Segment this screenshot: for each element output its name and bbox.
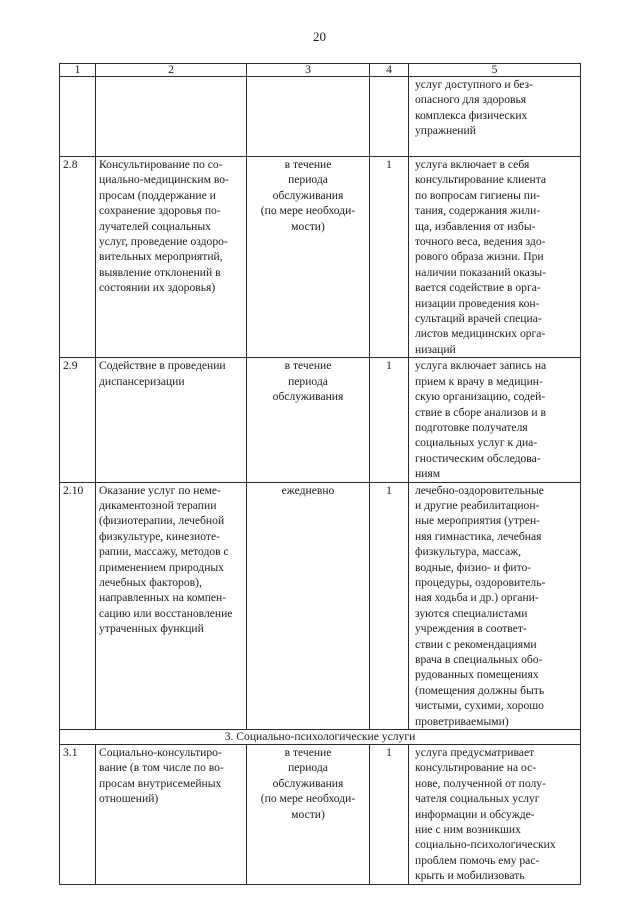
section-title: 3. Социально-психологические услуги xyxy=(60,730,581,745)
column-header: 2 xyxy=(96,64,247,77)
column-header: 3 xyxy=(247,64,370,77)
column-header: 1 xyxy=(60,64,96,77)
services-table xyxy=(59,63,581,885)
service-description: услуга включает запись на прием к врачу в медицин- скую организацию, содей- ствие в сборе анализов и в подготовке получателя социальных услуг к диа- гностическим обследова- ниям xyxy=(409,358,581,482)
service-name: Социально-консультиро- вание (в том числе по во- просам внутрисемейных отношений) xyxy=(96,745,247,885)
service-description: услуга включает в себя консультирование клиента по вопросам гигиены пи- тания, содержания жили- ща, избавления от избы- точного веса, ведения здо- рового образа жизни. При наличии показаний оказы- вается содействие в орга- низации проведения кон- сультаций врачей специа- листов медицинских орга- низаций xyxy=(409,157,581,358)
service-number: 2.10 xyxy=(60,482,96,730)
table-row xyxy=(60,358,581,482)
service-number: 2.8 xyxy=(60,157,96,358)
table-row xyxy=(60,482,581,730)
service-name: Содействие в проведении диспансеризации xyxy=(96,358,247,482)
section-header-row xyxy=(60,730,581,745)
service-number: 3.1 xyxy=(60,745,96,885)
service-period xyxy=(247,77,370,157)
service-period: в течение периода обслуживания (по мере необходи- мости) xyxy=(247,157,370,358)
service-description: услуг доступного и без- опасного для здоровья комплекса физических упражнений xyxy=(409,77,581,157)
service-period: в течение периода обслуживания (по мере необходи- мости) xyxy=(247,745,370,885)
table-row xyxy=(60,745,581,885)
service-name xyxy=(96,77,247,157)
service-description: лечебно-оздоровительные и другие реабилитацион- ные мероприятия (утрен- няя гимнастика, лечебная физкультура, массаж, водные, физио- и фито- процедуры, оздоровитель- ная ходьба и др.) органи- зуются специалистами учреждения в соответ- ствии с рекомендациями врача в специальных обо- рудованных помещениях (помещения должны быть чистыми, сухими, хорошо проветриваемыми) xyxy=(409,482,581,730)
service-number: 2.9 xyxy=(60,358,96,482)
column-header: 5 xyxy=(409,64,581,77)
service-description: услуга предусматривает консультирование на ос- нове, полученной от полу- чателя социальных услуг информации и обсужде- ние с ним возникших социально-психологических проблем помочь ему рас- крыть и мобилизовать xyxy=(409,745,581,885)
table-row xyxy=(60,77,581,157)
service-count: 1 xyxy=(370,745,409,885)
table-header-row xyxy=(60,64,581,77)
service-period: ежедневно xyxy=(247,482,370,730)
service-count: 1 xyxy=(370,358,409,482)
table-row xyxy=(60,157,581,358)
service-count: 1 xyxy=(370,482,409,730)
service-count xyxy=(370,77,409,157)
service-name: Оказание услуг по неме- дикаментозной терапии (физиотерапии, лечебной физкультуре, кинезиоте- рапии, массажу, методов с применением природных лечебных факторов), направленных на компен- сацию или восстановление утраченных функций xyxy=(96,482,247,730)
column-header: 4 xyxy=(370,64,409,77)
service-number xyxy=(60,77,96,157)
service-name: Консультирование по со- циально-медицинским во- просам (поддержание и сохранение здоровья по- лучателей социальных услуг, проведение оздоро- вительных мероприятий, выявление отклонений в состоянии их здоровья) xyxy=(96,157,247,358)
page-number: 20 xyxy=(313,29,326,44)
service-count: 1 xyxy=(370,157,409,358)
service-period: в течение периода обслуживания xyxy=(247,358,370,482)
